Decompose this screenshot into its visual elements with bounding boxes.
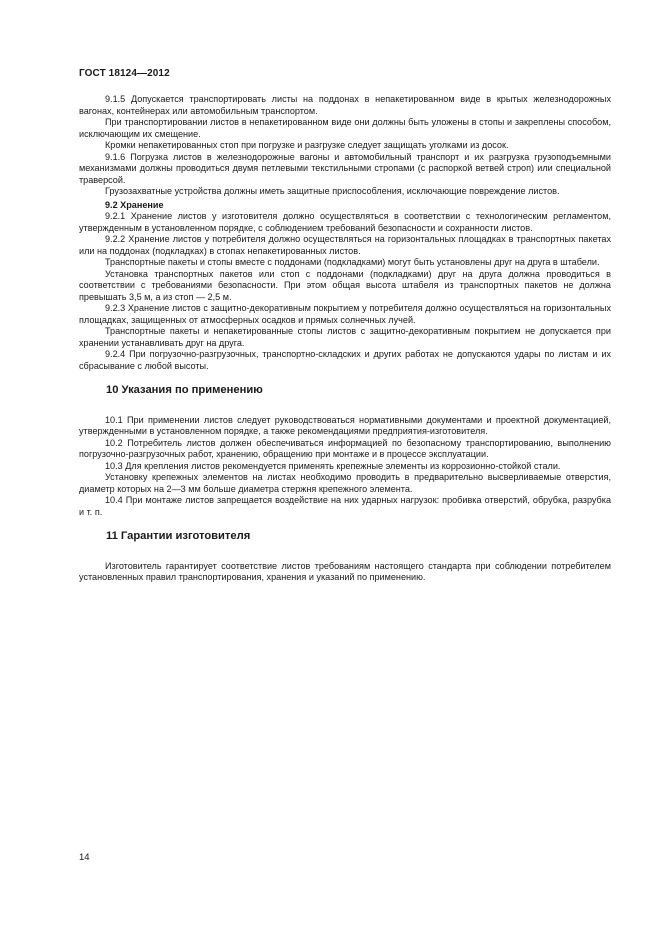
- subsection-title-9-2: 9.2 Хранение: [105, 199, 164, 210]
- paragraph-10-4: 10.4 При монтаже листов запрещается воздействие на них ударных нагрузок: пробивка отверстий, обрубка, разрубка и т. п.: [79, 495, 611, 517]
- paragraph-9-1-5-c: Кромки непакетированных стоп при погрузке и разгрузке следует защищать уголками из досок.: [105, 140, 509, 150]
- paragraph-9-2-3-b: Транспортные пакеты и непакетированные стопы листов с защитно-декоративным покрытием не допускается при хранении устанавливать друг на друга.: [79, 326, 611, 348]
- paragraph-9-2-3: 9.2.3 Хранение листов с защитно-декоративным покрытием у потребителя должно осуществляться на горизонтальных площадках, защищенных от атмосферных осадков и прямых солнечных лучей.: [79, 303, 611, 325]
- document-header: ГОСТ 18124—2012: [79, 68, 170, 79]
- paragraph-9-1-5: 9.1.5 Допускается транспортировать листы на поддонах в непакетированном виде в крытых железнодорожных вагонах, контейнерах или автомобильным транспортом.: [79, 94, 611, 116]
- page-number: 14: [79, 852, 90, 863]
- document-body: [79, 94, 611, 584]
- paragraph-9-2-2-b: Транспортные пакеты и стопы вместе с поддонами (подкладками) могут быть установлены друг на друга в штабели.: [105, 257, 600, 267]
- paragraph-10-3-b: Установку крепежных элементов на листах необходимо проводить в предварительно высверливаемые отверстия, диаметр которых на 2—3 мм больше диаметра стержня крепежного элемента.: [79, 472, 611, 494]
- paragraph-10-1: 10.1 При применении листов следует руководствоваться нормативными документами и проектной документацией, утвержденными в установленном порядке, а также рекомендациями предприятия-изготовителя.: [79, 414, 611, 436]
- paragraph-11: Изготовитель гарантирует соответствие листов требованиям настоящего стандарта при соблюдении потребителем установленных правил транспортирования, хранения и указаний по применению.: [79, 560, 611, 582]
- paragraph-10-2: 10.2 Потребитель листов должен обеспечиваться информацией по безопасному транспортированию, выполнению погрузочно-разгрузочных работ, хранению, обращению при монтаже и в процессе эксплуатации.: [79, 437, 611, 459]
- paragraph-9-2-2: 9.2.2 Хранение листов у потребителя должно осуществляться на горизонтальных площадках в транспортных пакетах или на поддонах (подкладках) в стопах непакетированных листов.: [79, 234, 611, 256]
- paragraph-10-3: 10.3 Для крепления листов рекомендуется применять крепежные элементы из коррозионно-стойкой стали.: [105, 460, 561, 471]
- paragraph-9-2-2-c: Установка транспортных пакетов или стоп с поддонами (подкладками) друг на друга должна проводиться в соответствии с требованиями безопасности. При этом общая высота штабеля из транспортных пакетов не должна превышать 3,5 м, а из стоп — 2,5 м.: [79, 268, 611, 302]
- paragraph-9-2-1: 9.2.1 Хранение листов у изготовителя должно осуществляться в соответствии с технологическим регламентом, утвержденным в установленном порядке, с соблюдением требований безопасности и сохранности листов.: [79, 211, 611, 233]
- section-title-11: 11 Гарантии изготовителя: [106, 530, 251, 542]
- paragraph-9-1-5-b: При транспортировании листов в непакетированном виде они должны быть уложены в стопы и закреплены способом, исключающим их смещение.: [79, 117, 611, 139]
- paragraph-9-2-4: 9.2.4 При погрузочно-разгрузочных, транспортно-складских и других работах не допускаются удары по листам и их сбрасывание с любой высоты.: [79, 349, 611, 371]
- paragraph-9-1-6-b: Грузозахватные устройства должны иметь защитные приспособления, исключающие повреждение листов.: [105, 186, 560, 196]
- section-title-10: 10 Указания по применению: [106, 384, 263, 396]
- paragraph-9-1-6: 9.1.6 Погрузка листов в железнодорожные вагоны и автомобильный транспорт и их разгрузка грузоподъемными механизмами должны проводиться двумя петлевыми текстильными стропами (с распоркой ветвей строп) или специальной траверсой.: [79, 151, 611, 185]
